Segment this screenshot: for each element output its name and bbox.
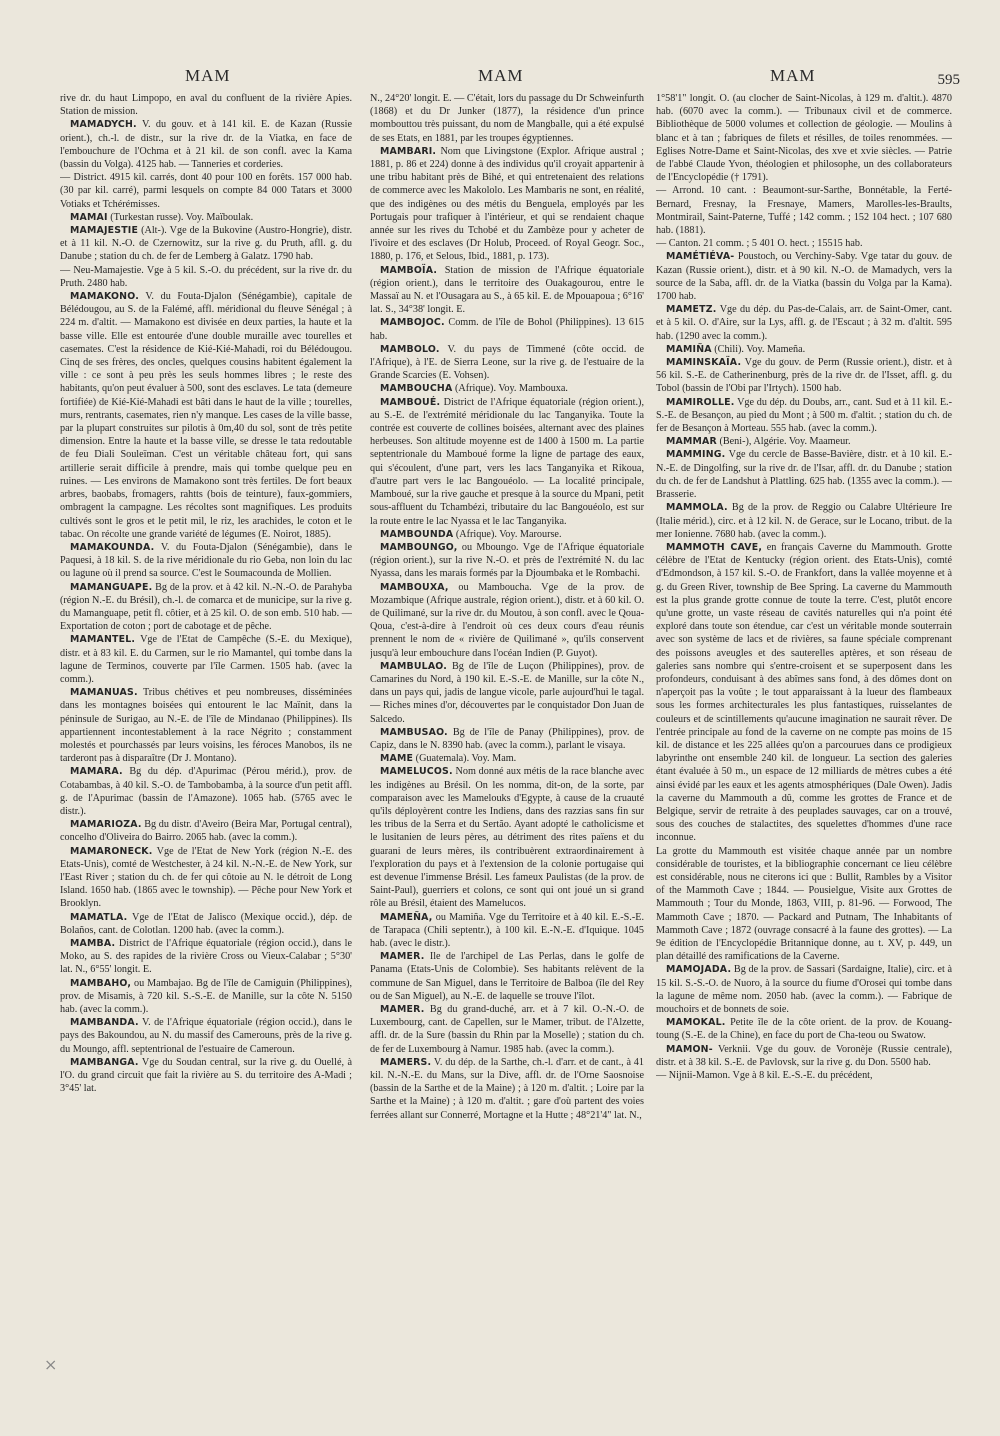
entry-headword: MAMADYCH. [70,119,137,131]
dictionary-entry [656,396,952,436]
entry-headword: MAME [380,753,414,765]
entry-headword: MAMMOTH CAVE, [666,541,763,553]
entry-text: Vge du dép. du Doubs, arr., cant. Sud et à 11 kil. E.-S.-E. de Besançon, au pied du Mont ; à 500 m. d'altit. ; station du ch. de fer de Besançon à Morteau. 555 hab. (avec la comm.). [656,396,952,435]
dictionary-entry [60,1016,352,1056]
dictionary-entry [370,752,644,765]
entry-headword: MAMAJESTIE [70,225,139,237]
entry-text: V. du pays de Timmené (côte occid. de l'Afrique), à l'E. de Sierra Leone, sur la rive g. de l'estuaire de la Grande Scarcies (E. Vohsen). [370,343,644,382]
dictionary-entry [370,581,644,660]
entry-headword: MAMMAR [666,436,717,448]
entry-headword: MAMMOLA. [666,502,728,514]
entry-text: Vge du Soudan central, sur la rive g. du Ouellé, à l'O. du grand circuit que fait la rivière au S. du territoire des A-Madi ; 3°45' lat. [60,1056,352,1095]
dictionary-entry [370,528,644,541]
column-3 [656,92,952,1422]
dictionary-entry [656,184,952,237]
entry-text: V. du Fouta-Djalon (Sénégambie), dans le Paquesi, à 18 kil. S. de la rive méridionale du rio Geba, non loin du lac ou lagune où il prend sa source. C'est le Soumacounda de Mollien. [60,541,352,580]
entry-text: V. du gouv. et à 141 kil. E. de Kazan (Russie orient.), ch.-l. de distr., sur la rive dr. de la Viatka, en face de l'embouchure de l'Ochma et à 21 kil. de son confl. avec la Kama (bassin du Volga). 4125 hab. — Tanneries et corderies. [60,119,352,171]
dictionary-entry [60,581,352,634]
entry-text: (Turkestan russe). Voy. Maïboulak. [110,211,254,223]
entry-text: Bg de l'île de Panay (Philippines), prov. de Capiz, dans le N. 8390 hab. (avec la comm.), parlant le visaya. [370,726,644,751]
entry-headword: MAMOKAL. [666,1017,726,1029]
entry-text: — Neu-Mamajestie. Vge à 5 kil. S.-O. du précédent, sur la rive dr. du Pruth. 2480 hab. [60,264,352,289]
entry-headword: MAMARA. [70,766,123,778]
entry-text: Bg de la prov. de Reggio ou Calabre Ultérieure Ire (Italie mérid.), circ. et à 12 kil. N. de Gerace, sur le Locano, tribut. de la mer Ionienne. 7680 hab. (avec la comm.). [656,502,952,540]
entry-text: District de l'Afrique équatoriale (région occid.), dans le Moko, au S. des rapides de la rivière Cross ou Vieux-Calabar ; 5°30' lat. N., 6°55' longit. E. [60,938,352,976]
entry-headword: MAMBANGA. [70,1056,139,1068]
entry-text: Comm. de l'île de Bohol (Philippines). 13 615 hab. [370,317,644,342]
entry-headword: MAMBOUÉ. [380,396,441,408]
dictionary-entry [656,501,952,541]
entry-headword: MAMANTEL. [70,634,136,646]
entry-text: Bg de la prov. et à 42 kil. N.-N.-O. de Parahyba (région N.-E. du Brésil), ch.-l. de comarca et de municipe, sur la rive g. du Mamanguape, petit fl. côtier, et à 25 kil. O. de son emb. 510 hab. — Exportation de coton ; port de cabotage et de pêche. [60,581,352,633]
entry-text: ou Mboungo. Vge de l'Afrique équatoriale (région orient.), sur la rive N.-O. et près de l'extrémité N. du lac Nyassa, dans les marais formés par la Djoumbaka et le Rombachi. [370,541,644,580]
dictionary-entry [656,541,952,845]
dictionary-entry [370,950,644,1003]
dictionary-entry [656,356,952,396]
dictionary-entry [60,224,352,264]
entry-text: Vge du gouv. de Perm (Russie orient.), distr. et à 56 kil. S.-E. de Catherinenburg, près de la rive dr. de l'Isset, affl. g. du Tobol (bassin de l'Obi par l'Irtych). 1500 hab. [656,357,952,395]
entry-headword: MAMARONECK. [70,845,153,857]
dictionary-entry [656,92,952,184]
running-head-left: MAM [185,66,231,85]
entry-text: (Chili). Voy. Mameña. [714,343,806,355]
dictionary-entry [60,171,352,211]
entry-text: Nom que Livingstone (Explor. Afrique austral ; 1881, p. 86 et 224) donne à des individus qu'il croyait appartenir à une tribu habitant près de Bihé, et qui entretenaient des relations de commerce avec les Makololo. Les Mambaris ne sont, en réalité, que des indigènes ou des métis du Benguela, employés par les Portugais pour trafiquer à l'intérieur, et qui se rendaient chaque année sur les rives du Tchobé et du Zambèze pour y acheter de l'ivoire et des esclaves (Dr Holub, Proceed. of Royal Geogr. Soc., 1880, p. 176, et Selous, Ibid., 1881, p. 173). [370,145,644,263]
dictionary-entry [60,633,352,686]
column-1 [60,92,352,1422]
dictionary-entry [60,765,352,818]
entry-headword: MAMATLA. [70,911,128,923]
entry-text: Vge du dép. du Pas-de-Calais, arr. de Saint-Omer, cant. et à 5 kil. O. d'Aire, sur la Lys, affl. g. de l'Escaut ; à 32 m. d'altit. 595 hab. (1290 avec la comm.). [656,304,952,342]
entry-headword: MAMETZ. [666,304,717,316]
dictionary-entry [370,396,644,528]
dictionary-entry [656,343,952,356]
dictionary-entry [370,1003,644,1056]
entry-text: V. de l'Afrique équatoriale (région occid.), dans le pays des Bakoundou, au N. du massif des Camerouns, près de la rive g. du Moungo, affl. septentrional de l'estuaire de Cameroun. [60,1017,352,1055]
entry-text: N., 24°20' longit. E. — C'était, lors du passage du Dr Schweinfurth (1868) et du Dr Junker (1877), la résidence d'un prince mombouttou très puissant, du nom de Mangballe, qui a été expulsé de ses Etats, en 1881, par les troupes égyptiennes. [370,93,644,144]
entry-text: V. du dép. de la Sarthe, ch.-l. d'arr. et de cant., à 41 kil. N.-N.-E. du Mans, sur la Dive, affl. dr. de l'Orne Saosnoise (bassin de la Sarthe et de la Maine) ; à 120 m. d'altit. ; Loire par la Sarthe et la Maine) ; à 120 m. d'altit. ; gare d'où partent des voies ferrées allant sur Connerré, Mortagne et la Hutte ; 48°21'4" lat. N., [370,1056,644,1121]
dictionary-entry [60,686,352,765]
entry-text: (Afrique). Voy. Mambouxa. [454,383,568,395]
dictionary-entry [60,911,352,937]
dictionary-entry [370,765,644,910]
dictionary-entry [60,290,352,541]
entry-text: Vge de l'Etat de Jalisco (Mexique occid.), dép. de Bolaños, cant. de Colotlan. 1200 hab. (avec la comm.). [60,911,352,936]
entry-text: Bg de l'île de Luçon (Philippines), prov. de Camarines du Nord, à 190 kil. E.-S.-E. de Manille, sur la côte N., dans un pays qui, jadis de langue vicole, parle aujourd'hui le tagal. — Riches mines d'or, découvertes par le conquistador Don Juan de Salcedo. [370,660,644,725]
entry-headword: MAMINSKAÏA. [666,357,742,369]
entry-text: rive dr. du haut Limpopo, en aval du confluent de la rivière Apies. Station de mission. [60,93,352,118]
entry-headword: MAMON- [666,1043,713,1055]
dictionary-entry [370,726,644,752]
entry-text: Bg du distr. d'Aveiro (Beira Mar, Portugal central), concelho d'Oliveira do Bairro. 2065 hab. (avec la comm.). [60,819,352,844]
entry-headword: MAMANUAS. [70,687,138,699]
entry-text: — Canton. 21 comm. ; 5 401 O. hect. ; 15515 hab. [656,238,863,250]
entry-text: Station de mission de l'Afrique équatoriale (région orient.), dans le territoire des Ouakagourou, entre le Massaï au N. et l'Ousagara au S., à 65 kil. E. de Mpouapoua ; 6°16' lat. S., 34°38' longit. E. [370,264,644,316]
dictionary-entry [370,343,644,383]
entry-text: Petite île de la côte orient. de la prov. de Kouang-toung (S.-E. de la Chine), en face du port de Cha-teou ou Swatow. [656,1017,952,1042]
dictionary-entry [370,660,644,726]
dictionary-entry [370,145,644,264]
dictionary-entry [656,250,952,303]
entry-headword: MAMER. [380,1004,425,1016]
column-2 [370,92,644,1422]
dictionary-entry [370,316,644,342]
entry-text: La grotte du Mammouth est visitée chaque année par un nombre considérable de touristes, et la bibliographie concernant ce lieu célèbre est considérable, nous ne citerons ici que : Bullit, Rambles by a Visitor of the Mammoth Cave ; 1844. — Pousielgue, Visite aux Grottes de Mammouth ; Tour du Monde, 1863, VIII, p. 81-96. — Forwood, The Mammoth Cave ; 1870. — Packard and Putnam, The Inhabitants of Mammoth Cave ; 1872 (ouvrage consacré à la faune des grottes). — La 9e édition de l'Encyclopédie Britannique donne, au t. XV, p. 449, un plan détaillé des ramifications de la Caverne. [656,845,952,963]
entry-headword: MAMELUCOS. [380,766,453,778]
entry-text: — District. 4915 kil. carrés, dont 40 pour 100 en forêts. 157 000 hab. (30 par kil. carré), parmi lesquels on compte 84 000 Tatars et 3000 Votiaks et Tchérémisses. [60,172,352,210]
entry-text: Verknii. Vge du gouv. de Voronèje (Russie centrale), distr. et à 38 kil. S.-E. de Pavlovsk, sur la rive g. du Don. 5500 hab. [656,1043,952,1068]
dictionary-entry [60,845,352,911]
dictionary-entry [656,237,952,250]
entry-headword: MAMOJADA. [666,964,732,976]
page-number: 595 [937,72,960,88]
entry-text: Bg du dép. d'Apurimac (Pérou mérid.), prov. de Cotabambas, à 40 kil. S.-O. de Tambobamba, à la source d'un petit affl. g. de l'Apurimac (bassin de l'Amazone). 1065 hab. (5765 avec le distr.). [60,766,352,817]
dictionary-entry [60,541,352,581]
entry-headword: MAMANGUAPE. [70,581,153,593]
entry-text: Tribus chétives et peu nombreuses, disséminées dans les montagnes boisées qui entourent le lac Maïnit, dans la péninsule de Surigao, au N.-E. de l'île de Mindanao (Philippines). Ils appartiennent incontestablement à la race Négrito ; constamment molestés et pourchassés par leurs voisins, les féroces Manobos, ils ne tarderont pas à disparaître (Dr J. Montano). [60,687,352,765]
entry-text: Nom donné aux métis de la race blanche avec les indigènes au Brésil. On les nomma, dit-on, de la sorte, par comparaison avec les Mamelouks d'Egypte, à cause de la cruauté qu'ils déployèrent contre les Indiens, dans des razzias sans fin sur les tribus de la Serra et du Sertão. Ayant adopté le catholicisme et le lusitanien de leurs pères, au détriment des rites païens et du guarani de leurs mères, ils contribuèrent extraordinairement à l'exploration du pays et à l'extension de la colonie portugaise qui est devenue l'immense Brésil. Les fameux Paulistas (de la prov. de Saint-Paul), guerriers et colons, ce sont qui ont joué un si grand rôle au Brésil, étaient des Mamelucos. [370,766,644,910]
entry-text: (Beni-), Algérie. Voy. Maameur. [719,436,851,448]
entry-headword: MAMBOLO. [380,343,440,355]
entry-headword: MAMBOÏA. [380,264,438,276]
entry-text: V. du Fouta-Djalon (Sénégambie), capitale de Bélédougou, au S. de la Falémé, affl. méridional du fleuve Sénégal ; à 224 m. d'altit. — Mamakono est divisée en deux parties, la haute et la basse ville. Elle est entourée d'une double muraille avec tourelles et casemates. C'est la résidence de Kié-Kié-Mahadi, roi du Bélédougou. Cinq de ses frères, des oncles, quelques cousins habitent également la ville : ce sont à peu près les seuls hommes libres ; le reste des habitants, qu'on peut évaluer à 500, sont des esclaves. Le tata (demeure fortifiée) de Kié-Kié-Mahadi est bâti dans le haut de la ville ; tourelles, murs, rentrants, casemates, rien n'y manque. Les cases de la ville basse, par la plupart construites sur pilotis à 0m,40 du sol, sont de très petite dimension. Entre la haute et la basse ville, se dresse le tata redoutable de feu Diali Souleïman. C'est un véritable château fort, qui sans artillerie serait difficile à prendre, mais qui tombe quelque peu en ruines. — Les environs de Mamakono sont très fertiles. De fort beaux arbres, baobabs, fromagers, rahtts (bois de teinture), faux-gommiers, ombragent la campagne. Les récoltes sont magnifiques. Les produits cultivés sont le gros et le petit mil, le riz, les arachides, le coton et le tabac. On récolte une grande variété de légumes (E. Noirot, 1885). [60,291,352,540]
dictionary-entry [60,1056,352,1096]
entry-text: District de l'Afrique équatoriale (région orient.), au S.-E. de l'extrémité méridionale du lac Tanganyika. Toute la contrée est couverte de collines boisées, alternant avec des plaines herbeuses. Son altitude moyenne est de 1400 à 1500 m. La partie septentrionale du Mamboué forme la ligne de partage des eaux, qui s'écoulent, d'une part, vers les lacs Tanganyika et Rikoua, d'autre part vers le lac Bangouéolo. — La localité principale, Mamboué, sur la rive gauche et presque à la source du Mpani, petit sous-affluent du Tchambézi, tributaire du lac Bangouéolo, est sur la route entre le lac Nyassa et le lac Tanganyika. [370,396,644,527]
entry-headword: MAMIROLLE. [666,396,735,408]
entry-headword: MAMARIOZA. [70,819,142,831]
entry-headword: MAMER. [380,951,425,963]
entry-headword: MAMBOUNDA [380,528,454,540]
entry-text: Vge de l'Etat de Campêche (S.-E. du Mexique), distr. et à 83 kil. E. du Carmen, sur le rio Mamantel, qui tombe dans la lagune de Terminos, couverte par l'île Carmen. 1505 hab. (avec la comm.). [60,634,352,685]
entry-headword: MAMIÑA [666,343,712,355]
entry-headword: MAMBUSAO. [380,726,448,738]
dictionary-entry [370,911,644,951]
entry-headword: MAMAKONO. [70,291,139,303]
dictionary-entry [370,541,644,581]
dictionary-entry [60,977,352,1017]
entry-text: — Nijnii-Mamon. Vge à 8 kil. E.-S.-E. du précédent, [656,1070,873,1082]
entry-text: ou Mamboucha. Vge de la prov. de Mozambique (Afrique australe, région orient.), distr. et à 60 kil. O. de Quilimané, sur la rive dr. du Moutou, à son confl. avec le Qoua-Qoua, c'est-à-dire à l'endroit où ces deux cours d'eau réunis prennent le nom de « rivière de Quilimané », qu'ils conservent jusqu'à leur embouchure dans l'océan Indien (P. Guyot). [370,581,644,659]
dictionary-entry [60,118,352,171]
entry-text: 1°58'1" longit. O. (au clocher de Saint-Nicolas, à 129 m. d'altit.). 4870 hab. (6070 avec la comm.). — Tribunaux civil et de commerce. Bibliothèque de 5000 volumes et collection de géologie. — Moulins à blanc et à tan ; fabriques de filets et résilles, de toiles renommées. — Eglises Notre-Dame et Saint-Nicolas, des xve et xvie siècles. — Patrie de l'abbé Claude Yvon, théologien et philosophe, un des collaborateurs de l'Encyclopédie († 1791). [656,93,952,184]
running-head-right: MAM [770,66,816,85]
entry-headword: MAMBULAO. [380,660,448,672]
margin-mark: × [44,1355,58,1374]
entry-headword: MAMERS. [380,1056,432,1068]
entry-text: (Afrique). Voy. Marourse. [455,528,562,540]
dictionary-entry [370,92,644,145]
dictionary-entry [656,845,952,964]
entry-headword: MAMBOUCHA [380,383,453,395]
entry-headword: MAMAKOUNDA. [70,541,155,553]
entry-text: Bg du grand-duché, arr. et à 7 kil. O.-N.-O. de Luxembourg, cant. de Capellen, sur le Mamer, tribut. de l'Alzette, affl. dr. de la Sure (bassin du Rhin par la Moselle) ; station du ch. de fer de Luxembourg à Namur. 1985 hab. (avec la comm.). [370,1004,644,1055]
dictionary-entry [60,264,352,290]
entry-headword: MAMBAHO, [70,977,132,989]
dictionary-entry [60,92,352,118]
entry-text: (Guatemala). Voy. Mam. [415,753,517,765]
entry-headword: MAMBARI. [380,145,437,157]
entry-headword: MAMBA. [70,938,116,949]
entry-text: (Alt-). Vge de la Bukovine (Austro-Hongrie), distr. et à 11 kil. N.-O. de Czernowitz, sur la rive g. du Pruth, afll. g. du Danube ; station du ch. de fer de Lemberg à Galatz. 1790 hab. [60,225,352,263]
entry-headword: MAMBOUNGO, [380,541,458,553]
entry-text: ou Mamiña. Vge du Territoire et à 40 kil. E.-S.-E. de Tarapaca (Chili septentr.), à 100 kil. E.-N.-E. d'Iquique. 1045 hab. (avec le distr.). [370,911,644,949]
entry-headword: MAMAI [70,211,108,223]
dictionary-entry [656,963,952,1016]
entry-text: en français Caverne du Mammouth. Grotte célèbre de l'Etat de Kentucky (région orient. des Etats-Unis), comté d'Edmondson, à 157 kil. S.-O. de Frankfort, dans la vallée moyenne et à g. du Green River, township de Bee Spring. La caverne du Mammouth est la plus grande grotte connue de toute la terre. C'est, plutôt encore qu'une grotte, un vaste réseau de cavités naturelles qui n'a point été exploré dans toute son étendue, car c'est un véritable monde souterrain avec son système de lacs et de rivières, sa faune spéciale comprenant des poissons aveugles et des sauterelles aptères, et son réseau de galeries sans nombre qui s'entre-croisent et se superposent dans les profondeurs, conduisant à des abîmes sans fond, à des dômes dont on n'aperçoit pas la voûte ; le tout apparaissant à la lueur des flambeaux sous les formes architecturales les plus fantastiques, ruisselantes de couleurs et de scintillements qu'aucune imagination ne saurait rêver. De l'entrée principale au fond de la caverne on ne compte pas moins de 15 kil. de distance et les 225 allées qu'on a parcourues dans ce prodigieux labyrinthe ont ensemble 240 kil. de longueur. La section des galeries étant évaluée à 50 m., un espace de 12 milliards de mètres cubes a été ainsi évidé par les eaux et les agents atmosphériques (Dale Owen). Jadis la caverne du Mammouth a dû, comme les grottes de France et de Belgique, servir de retraite à des peuplades sauvages, car on a trouvé, sous des couches de stalactites, des squelettes d'hommes d'une race inconnue. [656,541,952,844]
dictionary-entry [656,435,952,448]
entry-headword: MAMBOJOC. [380,317,445,329]
dictionary-entry [656,1043,952,1069]
dictionary-entry [656,1016,952,1042]
dictionary-entry [370,1056,644,1122]
entry-text: ou Mambajao. Bg de l'île de Camiguin (Philippines), prov. de Misamis, à 720 kil. S.-S.-E. de Manille, sur la côte N. 5150 hab. (avec la comm.). [60,977,352,1016]
dictionary-entry [370,382,644,395]
entry-text: Vge du cercle de Basse-Bavière, distr. et à 10 kil. E.-N.-E. de Dingolfing, sur la rive dr. de l'Isar, affl. dr. du Danube ; station du ch. de fer de Landshut à Plattling. 625 hab. (1355 avec la comm.). — Brasserie. [656,449,952,501]
entry-text: Bg de la prov. de Sassari (Sardaigne, Italie), circ. et à 15 kil. S.-S.-O. de Nuoro, à la source du fiume d'Orosei qui tombe dans la lagune de même nom. 2050 hab. (avec la comm.). — Fabrique de mouchoirs et de bonnets de soie. [656,964,952,1016]
dictionary-entry [656,1069,952,1082]
dictionary-entry [60,937,352,977]
entry-text: Ile de l'archipel de Las Perlas, dans le golfe de Panama (Etats-Unis de Colombie). Ses habitants relèvent de la commune de San Miguel, dans le Territoire de Balboa (île del Rey ou de San Miguel), au N.-E. de laquelle se trouve l'îlot. [370,951,644,1002]
entry-text: — Arrond. 10 cant. : Beaumont-sur-Sarthe, Bonnétable, la Ferté-Bernard, Fresnay, la Fresnaye, Mamers, Marolles-les-Braults, Montmirail, Saint-Paterne, Tuffé ; 142 comm. ; 152 104 hect. ; 107 680 hab. (1881). [656,185,952,237]
running-head-center: MAM [478,66,524,85]
dictionary-entry [656,303,952,343]
entry-headword: MAMEÑA, [380,911,433,923]
dictionary-entry [60,211,352,224]
entry-headword: MAMÉTIÉVA- [666,251,735,263]
dictionary-entry [656,448,952,501]
entry-headword: MAMBOUXA, [380,581,449,593]
entry-headword: MAMBANDA. [70,1017,139,1029]
entry-text: Poustoch, ou Verchiny-Saby. Vge tatar du gouv. de Kazan (Russie orient.), distr. et à 90 kil. N.-O. de Mamadych, vers la source de la Saba, affl. dr. de la Viatka (bassin du Volga par la Kama). 1700 hab. [656,251,952,303]
entry-headword: MAMMING. [666,449,726,461]
entry-text: Vge de l'Etat de New York (région N.-E. des Etats-Unis), comté de Westchester, à 24 kil. N.-N.-E. de New York, sur l'East River ; station du ch. de fer qui côtoie au N. le détroit de Long Island. 1650 hab. (1865 avec le township). — Pêche pour New York et Brooklyn. [60,845,352,910]
dictionary-entry [370,264,644,317]
dictionary-entry [60,818,352,844]
